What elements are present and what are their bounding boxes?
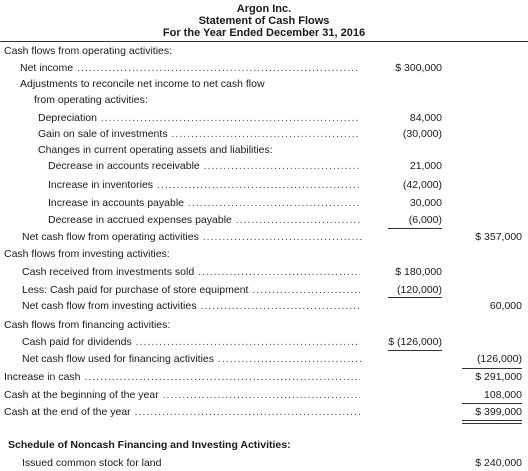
operating-net-label: Net cash flow from operating activities ..... xyxy=(22,229,362,245)
increase-in-cash-row xyxy=(0,369,528,385)
issued-stock-label: Issued common stock for land xyxy=(22,457,162,469)
company-name: Argon Inc. xyxy=(236,3,292,15)
increase-in-cash-value: $ 291,000 xyxy=(475,371,522,383)
investments-received-row xyxy=(0,264,528,280)
issued-stock-row xyxy=(0,455,528,471)
financing-net-row xyxy=(0,351,528,367)
accounts-payable-row xyxy=(0,195,528,211)
dividends-value: $ (126,000) xyxy=(370,334,442,350)
investments-received-value: $ 180,000 xyxy=(370,264,442,280)
dividends-row xyxy=(0,334,528,350)
cash-end-value: $ 399,000 xyxy=(475,406,522,418)
operating-net-row xyxy=(0,229,528,245)
accrued-expenses-value: (6,000) xyxy=(370,212,442,228)
gain-on-sale-value: (30,000) xyxy=(370,126,442,142)
financing-heading: Cash flows from financing activities: xyxy=(4,319,171,331)
operating-heading-row xyxy=(0,43,528,59)
operating-net-value: $ 357,000 xyxy=(475,231,522,243)
cash-end-row xyxy=(0,404,528,420)
depreciation-value: 84,000 xyxy=(370,110,442,126)
changes-heading-row xyxy=(0,142,528,158)
investing-net-row xyxy=(0,298,528,314)
schedule-heading: Schedule of Noncash Financing and Investing Activities: xyxy=(8,439,291,451)
accounts-payable-value: 30,000 xyxy=(370,195,442,211)
accounts-receivable-label: Decrease in accounts receivable ..... xyxy=(48,158,360,174)
adjustments-heading-2: from operating activities: xyxy=(34,94,148,106)
inventories-label: Increase in inventories ..... xyxy=(48,177,360,193)
gain-on-sale-row xyxy=(0,126,528,142)
cash-beginning-value: 108,000 xyxy=(484,389,522,401)
operating-heading: Cash flows from operating activities: xyxy=(4,45,173,57)
statement-period: For the Year Ended December 31, 2016 xyxy=(162,27,366,39)
depreciation-row xyxy=(0,110,528,126)
accrued-expenses-label: Decrease in accrued expenses payable ..... xyxy=(48,212,360,228)
changes-heading: Changes in current operating assets and liabilities: xyxy=(38,144,273,156)
increase-in-cash-label: Increase in cash ..... xyxy=(4,369,360,385)
statement-title: Statement of Cash Flows xyxy=(198,15,330,27)
investing-net-label: Net cash flow from investing activities ..... xyxy=(22,298,362,314)
investments-received-label: Cash received from investments sold ..... xyxy=(22,264,360,280)
gain-on-sale-label: Gain on sale of investments ..... xyxy=(38,126,360,142)
accounts-receivable-row xyxy=(0,158,528,174)
investing-heading: Cash flows from investing activities: xyxy=(4,248,170,260)
equipment-paid-label: Less: Cash paid for purchase of store equipment ..... xyxy=(22,282,360,298)
inventories-value: (42,000) xyxy=(370,177,442,193)
adjustments-heading-row-2 xyxy=(0,92,528,108)
cash-end-label: Cash at the end of the year ..... xyxy=(4,404,360,420)
cash-beginning-row xyxy=(0,387,528,403)
investing-heading-row xyxy=(0,246,528,262)
net-income-label: Net income ..... xyxy=(20,60,360,76)
issued-stock-value: $ 240,000 xyxy=(475,457,522,469)
financing-net-label: Net cash flow used for financing activities ..... xyxy=(22,351,362,367)
accounts-payable-label: Increase in accounts payable ..... xyxy=(48,195,360,211)
financing-heading-row xyxy=(0,317,528,333)
financing-net-value: (126,000) xyxy=(477,353,522,365)
depreciation-label: Depreciation ..... xyxy=(38,110,360,126)
equipment-paid-row xyxy=(0,282,528,298)
net-income-value: $ 300,000 xyxy=(370,60,442,76)
investing-net-value: 60,000 xyxy=(489,300,522,312)
accounts-receivable-value: 21,000 xyxy=(370,158,442,174)
header-rule xyxy=(0,41,528,42)
equipment-paid-value: (120,000) xyxy=(370,282,442,298)
cash-end-double-rule xyxy=(462,420,522,424)
accrued-expenses-row xyxy=(0,212,528,228)
adjustments-heading-1: Adjustments to reconcile net income to net cash flow xyxy=(20,78,265,90)
cash-beginning-label: Cash at the beginning of the year ..... xyxy=(4,387,360,403)
dividends-label: Cash paid for dividends ..... xyxy=(22,334,360,350)
net-income-row xyxy=(0,60,528,76)
adjustments-heading-row-1 xyxy=(0,76,528,92)
inventories-row xyxy=(0,177,528,193)
